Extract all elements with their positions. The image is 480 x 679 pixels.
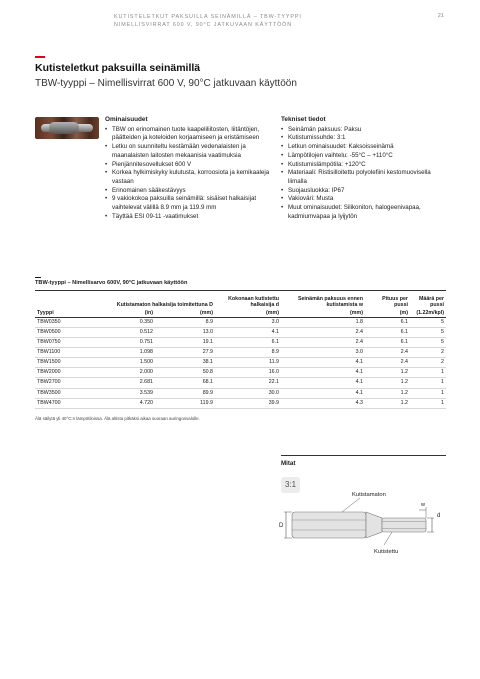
spec-item: • Letkun ominaisuudet: Kaksoisseinämä (281, 143, 446, 152)
specs-section (281, 116, 446, 221)
page-number: 21 (437, 13, 444, 19)
table-cell: 38.1 (155, 358, 215, 368)
feature-item: • Pienjännitesovellukset 600 V (105, 161, 273, 170)
table-cell: 3.539 (113, 388, 155, 398)
spec-item: • Materiaali: Ristisilloitettu polyolefiini kestomuovisella liimalla (281, 169, 446, 186)
table-cell: 6.1 (365, 317, 410, 327)
table-cell: 6.1 (365, 338, 410, 348)
col-header-type-label: Tyyppi (35, 310, 113, 318)
feature-item: • Letku on suunniteltu kestämään vedenalaisten ja maanalaisten laitosten mekaanisia vaatimuksia (105, 143, 273, 160)
table-cell: 30.0 (215, 388, 281, 398)
feature-item: • Erinomainen sääkestävyys (105, 187, 273, 196)
unit-in: (in) (113, 310, 155, 318)
col-header-qty: Määrä per pussi (418, 296, 444, 309)
table-cell: 22.1 (215, 378, 281, 388)
table-cell: 2.4 (365, 358, 410, 368)
table-cell: TBW4700 (35, 398, 113, 408)
features-heading: Ominaisuudet (105, 116, 148, 123)
col-header-shrinkless: Kutistamaton halkaisija toimitettuna D (116, 302, 213, 309)
table-cell: TBW0350 (35, 317, 113, 327)
table-note: Älä säilytä yli 40°C:n lämpötiloissa. Älä altista pitkäksi aikaa suoraan auringonvalolle. (35, 416, 200, 421)
table-cell: 39.9 (215, 398, 281, 408)
feature-item: • TBW on erinomainen tuote kaapeliliitosten, liitäntöjen, päätteiden ja koteloiden korjaamiseen ja eristämiseen (105, 126, 273, 143)
table-row (35, 398, 446, 408)
table-row (35, 368, 446, 378)
dimension-drawing (272, 485, 447, 560)
table-cell: 2.4 (281, 327, 365, 337)
product-photo (35, 117, 99, 139)
table-cell: 2.4 (281, 338, 365, 348)
table-body (35, 317, 446, 408)
table-cell: 4.3 (281, 398, 365, 408)
running-header-line-2: NIMELLISVIRRAT 600 V, 90°C JATKUVAAN KÄYTTÖÖN (114, 22, 293, 28)
feature-item: • Täyttää ESI 09-11 -vaatimukset (105, 213, 273, 222)
table-title: TBW-tyyppi – Nimellisarvo 600V, 90°C jatkuvaan käyttöön (35, 280, 188, 286)
table-cell: 1.098 (113, 348, 155, 358)
table-cell: 1 (410, 398, 446, 408)
table-cell: 8.9 (215, 348, 281, 358)
dimensions-rule (281, 455, 446, 456)
accent-bar (35, 56, 45, 58)
table-cell: 6.1 (365, 327, 410, 337)
table-cell: 0.512 (113, 327, 155, 337)
col-header-wall: Seinämän paksuus ennen kutistamista w (297, 296, 363, 309)
unit-mm-1: (mm) (155, 310, 215, 318)
table-cell: 50.8 (155, 368, 215, 378)
table-row (35, 358, 446, 368)
table-cell: 1.2 (365, 378, 410, 388)
specs-heading: Tekniset tiedot (281, 116, 326, 123)
feature-item: • Korkea hylkimiskyky kulutusta, korroosiota ja kemikaaleja vastaan (105, 169, 273, 186)
unit-m: (m) (365, 310, 410, 318)
product-table (35, 296, 446, 409)
table-row (35, 388, 446, 398)
table-cell: 1.500 (113, 358, 155, 368)
table-mark (35, 277, 41, 278)
running-header (114, 13, 302, 29)
table-cell: 4.720 (113, 398, 155, 408)
table-cell: 8.9 (155, 317, 215, 327)
table-cell: 1.2 (365, 388, 410, 398)
table-cell: 1.2 (365, 368, 410, 378)
label-unshrunk: Kutistamaton (352, 492, 386, 498)
label-d: d (437, 513, 441, 519)
table-cell: 1 (410, 378, 446, 388)
spec-item: • Suojausluokka: IP67 (281, 187, 446, 196)
feature-item: • 9 vakiokokoa paksuilla seinämillä: sisäiset halkaisijat vaihtelevat välillä 8.9 mm ja 119.9 mm (105, 195, 273, 212)
shrink-ratio-badge: 3:1 (281, 477, 300, 493)
table-cell: 5 (410, 317, 446, 327)
tube-unshrunk-shape (292, 512, 366, 538)
table-cell: TBW3500 (35, 388, 113, 398)
page-subtitle: TBW-tyyppi – Nimellisvirrat 600 V, 90°C jatkuvaan käyttöön (35, 78, 297, 89)
label-w: w (421, 502, 425, 508)
table-cell: TBW2700 (35, 378, 113, 388)
table-cell: 89.9 (155, 388, 215, 398)
table-header-row (35, 296, 446, 310)
table-cell: TBW0500 (35, 327, 113, 337)
table-cell: 1 (410, 388, 446, 398)
spec-item: • Kutistumislämpötila: +120°C (281, 161, 446, 170)
table-cell: 4.1 (281, 368, 365, 378)
page-title: Kutisteletkut paksuilla seinämillä (35, 62, 201, 74)
table-cell: 68.1 (155, 378, 215, 388)
table-row (35, 317, 446, 327)
table-top-rule (35, 290, 446, 291)
label-shrunk: Kutistettu (374, 549, 399, 555)
table-cell: 1.8 (281, 317, 365, 327)
table-cell: 27.9 (155, 348, 215, 358)
table-cell: 19.1 (155, 338, 215, 348)
spec-item: • Kutistumissuhde: 3:1 (281, 134, 446, 143)
table-row (35, 348, 446, 358)
table-unit-row (35, 310, 446, 318)
tube-taper-shape (366, 512, 382, 538)
col-header-length: Pituus per pussi (382, 296, 408, 309)
table-cell: TBW2000 (35, 368, 113, 378)
table-cell: 2.681 (113, 378, 155, 388)
table-row (35, 327, 446, 337)
table-cell: 0.350 (113, 317, 155, 327)
table-cell: 4.1 (281, 378, 365, 388)
table-cell: TBW0750 (35, 338, 113, 348)
unit-qty: (1.22m/kpl) (410, 310, 446, 318)
tube-shrunk-shape (382, 518, 426, 532)
table-cell: 4.1 (215, 327, 281, 337)
label-D: D (279, 523, 284, 529)
table-cell: 6.1 (215, 338, 281, 348)
table-cell: 2.4 (365, 348, 410, 358)
table-cell: 5 (410, 327, 446, 337)
specs-list (281, 126, 446, 222)
spec-item: • Muut ominaisuudet: Silikoniton, halogeenivapaa, kadmiumvapaa ja lyijytön (281, 204, 446, 221)
table-cell: 16.0 (215, 368, 281, 378)
running-header-line-1: KUTISTELETKUT PAKSUILLA SEINÄMILLÄ – TBW-TYYPPI (114, 14, 302, 20)
features-section (105, 116, 273, 221)
col-header-shrunk: Kokonaan kutistettu halkaisija d (228, 296, 279, 309)
table-cell: 11.9 (215, 358, 281, 368)
table-cell: 3.0 (215, 317, 281, 327)
table-cell: 4.1 (281, 388, 365, 398)
table-cell: 0.751 (113, 338, 155, 348)
table-cell: 3.0 (281, 348, 365, 358)
spec-item: • Lämpötilojen vaihtelu: -55°C – +110°C (281, 152, 446, 161)
table-cell: 4.1 (281, 358, 365, 368)
table-cell: TBW1100 (35, 348, 113, 358)
features-list (105, 126, 273, 222)
table-row (35, 338, 446, 348)
table-cell: 2.000 (113, 368, 155, 378)
col-header-type (35, 296, 113, 310)
table-cell: 2 (410, 348, 446, 358)
table-row (35, 378, 446, 388)
tube-sleeve-shape (49, 122, 79, 134)
table-cell: 5 (410, 338, 446, 348)
unit-mm-2: (mm) (215, 310, 281, 318)
spec-item: • Seinämän paksuus: Paksu (281, 126, 446, 135)
table-cell: 13.0 (155, 327, 215, 337)
table-cell: 2 (410, 358, 446, 368)
table-cell: 119.9 (155, 398, 215, 408)
table-cell: 1.2 (365, 398, 410, 408)
table-cell: TBW1500 (35, 358, 113, 368)
spec-item: • Vakioväri: Musta (281, 195, 446, 204)
unit-mm-3: (mm) (281, 310, 365, 318)
dimensions-heading: Mitat (281, 460, 296, 467)
table-cell: 1 (410, 368, 446, 378)
